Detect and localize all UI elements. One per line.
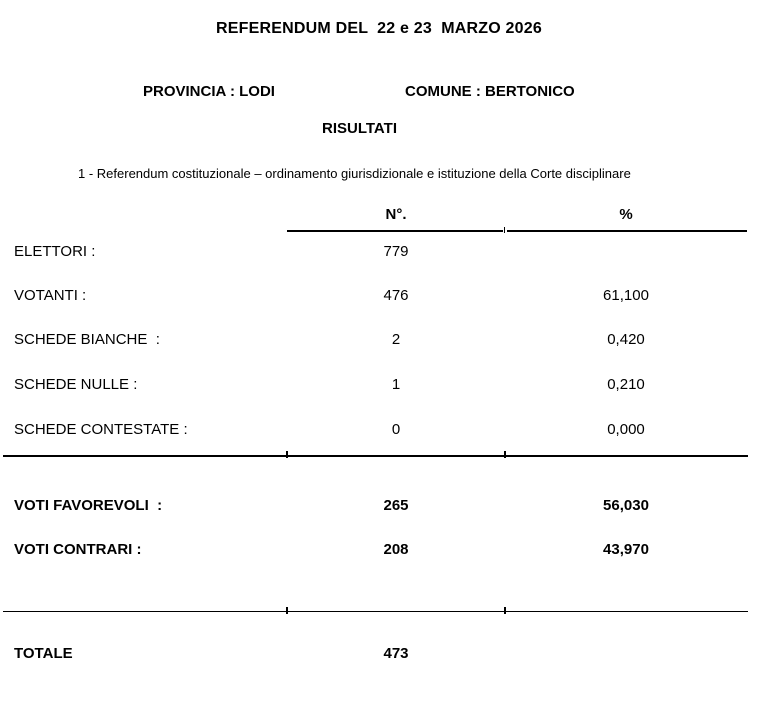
row-pct-value: 56,030	[603, 497, 649, 514]
row-n-value: 208	[383, 541, 409, 558]
table-row-voti-contrari	[0, 541, 758, 559]
table-row-schede-nulle	[0, 376, 758, 394]
row-pct-value: 0,420	[607, 331, 645, 348]
separator-tick	[504, 607, 506, 614]
table-row-votanti	[0, 287, 758, 305]
table-row-elettori	[0, 243, 758, 261]
separator-tick	[286, 607, 288, 614]
section-title-risultati: RISULTATI	[322, 120, 397, 137]
row-label: TOTALE	[14, 645, 73, 662]
row-label: VOTANTI :	[14, 287, 87, 304]
row-n-value: 779	[383, 243, 409, 260]
row-pct-value: 61,100	[603, 287, 649, 304]
row-label: ELETTORI :	[14, 243, 96, 260]
table-row-schede-contestate	[0, 421, 758, 439]
table-row-schede-bianche	[0, 331, 758, 349]
column-header-pct: %	[619, 206, 633, 223]
row-pct-value: 0,210	[607, 376, 645, 393]
separator-line-total	[3, 611, 748, 612]
row-label: SCHEDE NULLE :	[14, 376, 138, 393]
row-label: SCHEDE BIANCHE :	[14, 331, 160, 348]
row-label: VOTI CONTRARI :	[14, 541, 142, 558]
row-label: SCHEDE CONTESTATE :	[14, 421, 188, 438]
row-n-value: 1	[391, 376, 401, 393]
referendum-description: 1 - Referendum costituzionale – ordinamento giurisdizionale e istituzione della Corte disciplinare	[78, 166, 631, 181]
column-header-n: N°.	[385, 206, 407, 223]
comune-label: COMUNE : BERTONICO	[405, 83, 575, 100]
row-label: VOTI FAVOREVOLI :	[14, 497, 163, 514]
row-pct-value: 43,970	[603, 541, 649, 558]
table-row-totale	[0, 645, 758, 663]
page-title: REFERENDUM DEL 22 e 23 MARZO 2026	[216, 20, 542, 37]
header-underline-gap-tick	[504, 227, 505, 233]
row-n-value: 476	[383, 287, 409, 304]
row-pct-value: 0,000	[607, 421, 645, 438]
row-n-value: 473	[383, 645, 409, 662]
table-row-voti-favorevoli	[0, 497, 758, 515]
header-underline-n	[287, 230, 503, 232]
header-underline-pct	[507, 230, 747, 232]
table-header-row	[0, 206, 758, 224]
row-n-value: 0	[391, 421, 401, 438]
row-n-value: 265	[383, 497, 409, 514]
provincia-label: PROVINCIA : LODI	[143, 83, 275, 100]
separator-line-votes	[3, 455, 748, 457]
separator-tick	[504, 451, 506, 458]
row-n-value: 2	[391, 331, 401, 348]
separator-tick	[286, 451, 288, 458]
